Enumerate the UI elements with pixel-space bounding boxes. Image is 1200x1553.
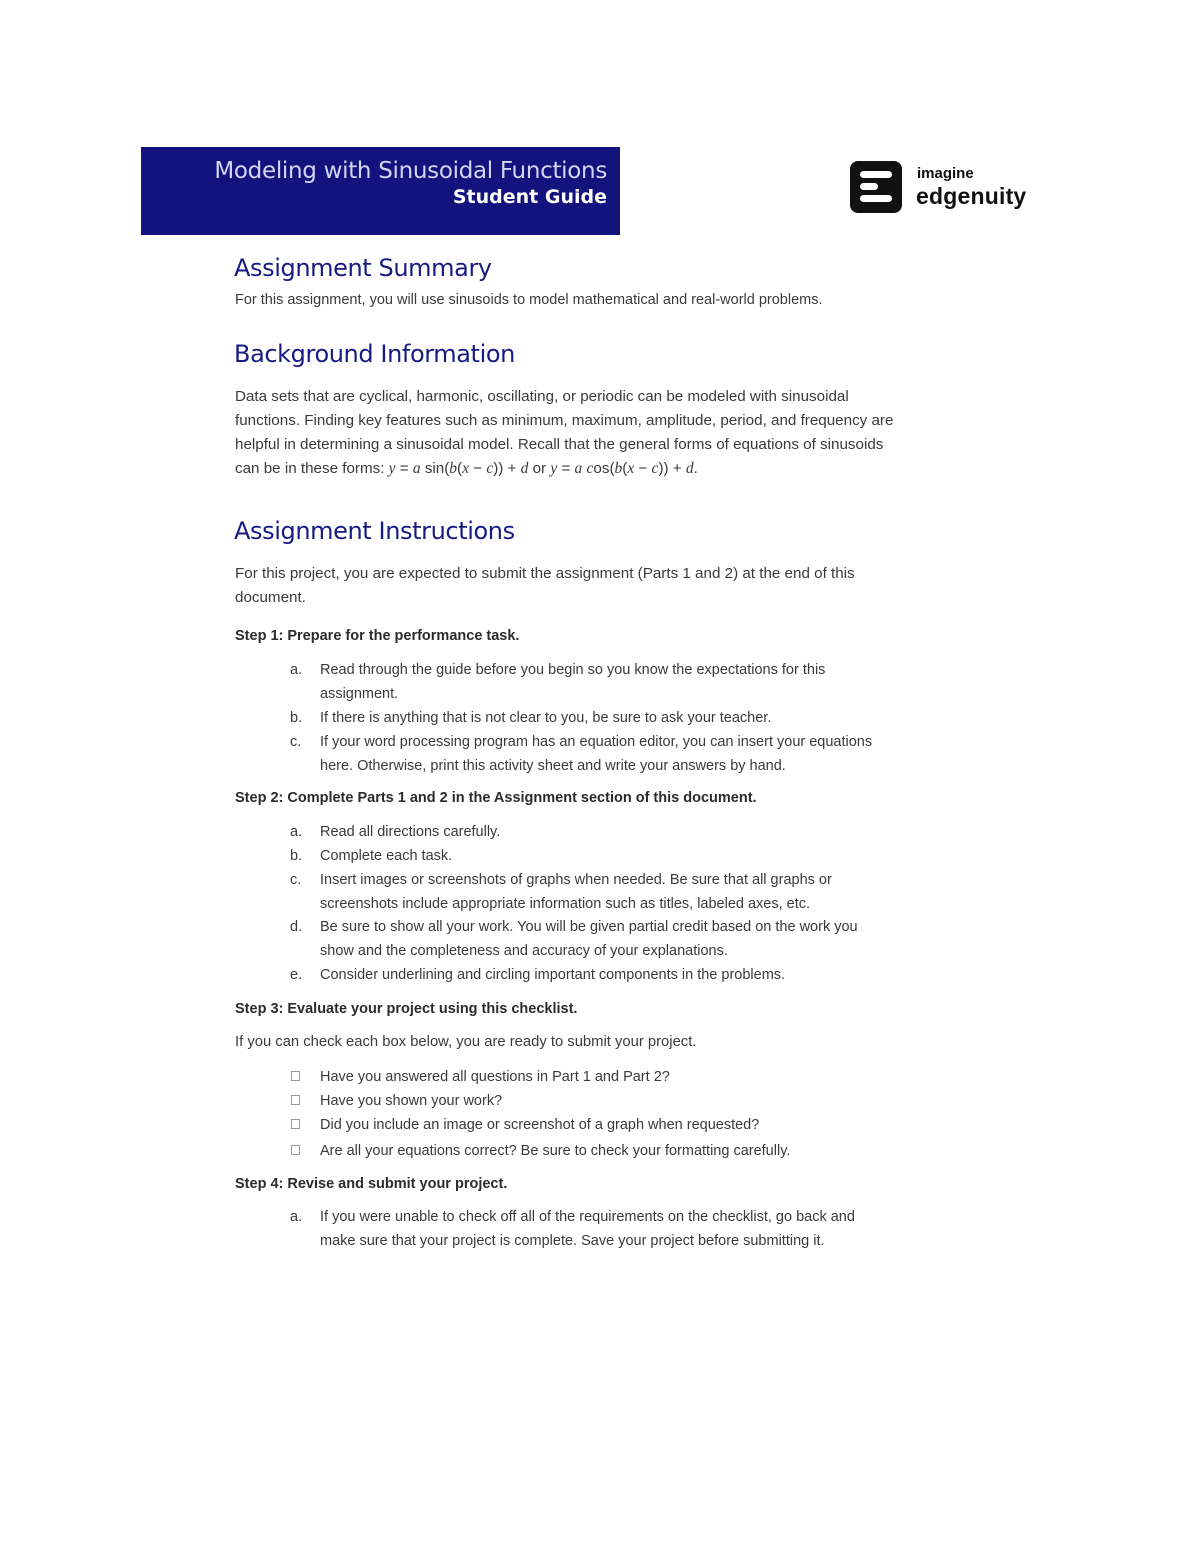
list-marker: d. bbox=[290, 919, 303, 935]
summary-text: For this assignment, you will use sinusoids to model mathematical and real-world problems. bbox=[235, 292, 823, 308]
list-marker: a. bbox=[290, 662, 303, 678]
step-3-title: Step 3: Evaluate your project using this checklist. bbox=[235, 1001, 578, 1017]
list-marker: a. bbox=[290, 1209, 303, 1225]
checklist-item-text: Are all your equations correct? Be sure to check your formatting carefully. bbox=[320, 1143, 791, 1159]
list-item bbox=[290, 963, 785, 987]
list-marker: c. bbox=[290, 734, 302, 750]
list-marker: b. bbox=[290, 848, 303, 864]
list-marker: c. bbox=[290, 872, 302, 888]
logo-wordmark-large: edgenuity bbox=[916, 183, 1027, 209]
list-item-text: make sure that your project is complete. Save your project before submitting it. bbox=[320, 1233, 825, 1249]
logo-wordmark-small: imagine bbox=[917, 165, 974, 182]
list-item-text: Insert images or screenshots of graphs when needed. Be sure that all graphs or bbox=[320, 872, 832, 888]
background-line-2: functions. Finding key features such as minimum, maximum, amplitude, period, and frequency are bbox=[235, 412, 894, 429]
background-line-3: helpful in determining a sinusoidal model. Recall that the general forms of equations of sinusoids bbox=[235, 436, 884, 453]
edgenuity-logo-icon bbox=[850, 161, 902, 213]
list-item bbox=[290, 1205, 855, 1253]
instructions-intro-line-1: For this project, you are expected to submit the assignment (Parts 1 and 2) at the end of this bbox=[235, 565, 855, 582]
checkbox-icon[interactable] bbox=[291, 1071, 300, 1081]
list-item-text: show and the completeness and accuracy of your explanations. bbox=[320, 943, 728, 959]
instructions-intro-line-2: document. bbox=[235, 589, 306, 606]
list-item bbox=[290, 844, 452, 868]
checklist-item-text: Did you include an image or screenshot of a graph when requested? bbox=[320, 1117, 760, 1133]
list-item-text: assignment. bbox=[320, 686, 399, 702]
list-item-text: here. Otherwise, print this activity sheet and write your answers by hand. bbox=[320, 758, 786, 774]
step-3-intro: If you can check each box below, you are ready to submit your project. bbox=[235, 1034, 697, 1050]
list-marker: a. bbox=[290, 824, 303, 840]
list-item-text: If your word processing program has an equation editor, you can insert your equations bbox=[320, 734, 873, 750]
checklist-item bbox=[290, 1065, 670, 1089]
sinusoid-equations: y = a sin(b(x − c)) + d or y = a cos(b(x − c)) + d. bbox=[388, 460, 698, 477]
checkbox-icon[interactable] bbox=[291, 1119, 300, 1129]
checklist-item bbox=[290, 1139, 790, 1163]
list-item bbox=[290, 658, 825, 706]
list-item bbox=[290, 820, 500, 844]
list-item bbox=[290, 730, 872, 778]
checklist-item-text: Have you answered all questions in Part 1 and Part 2? bbox=[320, 1069, 670, 1085]
list-item bbox=[290, 706, 771, 730]
checklist-item bbox=[290, 1089, 502, 1113]
summary-heading: Assignment Summary bbox=[234, 254, 492, 282]
list-item bbox=[290, 868, 832, 916]
list-marker: e. bbox=[290, 967, 303, 983]
background-line-1: Data sets that are cyclical, harmonic, oscillating, or periodic can be modeled with sinusoidal bbox=[235, 388, 849, 405]
checklist-item bbox=[290, 1113, 759, 1137]
list-marker: b. bbox=[290, 710, 303, 726]
list-item-text: If you were unable to check off all of the requirements on the checklist, go back and bbox=[320, 1209, 855, 1225]
list-item-text: Consider underlining and circling important components in the problems. bbox=[320, 967, 786, 983]
checkbox-icon[interactable] bbox=[291, 1145, 300, 1155]
background-heading: Background Information bbox=[234, 340, 515, 368]
title-banner bbox=[141, 147, 620, 235]
list-item-text: screenshots include appropriate information such as titles, labeled axes, etc. bbox=[320, 896, 811, 912]
step-4-title: Step 4: Revise and submit your project. bbox=[235, 1176, 508, 1192]
list-item bbox=[290, 915, 858, 963]
instructions-heading: Assignment Instructions bbox=[234, 517, 515, 545]
checklist-item-text: Have you shown your work? bbox=[320, 1093, 503, 1109]
list-item-text: If there is anything that is not clear to you, be sure to ask your teacher. bbox=[320, 710, 772, 726]
list-item-text: Read through the guide before you begin so you know the expectations for this bbox=[320, 662, 826, 678]
step-1-title: Step 1: Prepare for the performance task. bbox=[235, 628, 520, 644]
list-item-text: Complete each task. bbox=[320, 848, 453, 864]
edgenuity-logo bbox=[850, 161, 1040, 215]
checkbox-icon[interactable] bbox=[291, 1095, 300, 1105]
document-subtitle: Student Guide bbox=[452, 186, 607, 208]
list-item-text: Be sure to show all your work. You will be given partial credit based on the work you bbox=[320, 919, 858, 935]
list-item-text: Read all directions carefully. bbox=[320, 824, 501, 840]
document-title: Modeling with Sinusoidal Functions bbox=[214, 158, 607, 184]
step-2-title: Step 2: Complete Parts 1 and 2 in the Assignment section of this document. bbox=[235, 790, 757, 806]
background-line-4: can be in these forms: y = a sin(b(x − c)) + d or y = a cos(b(x − c)) + d. bbox=[235, 460, 698, 477]
